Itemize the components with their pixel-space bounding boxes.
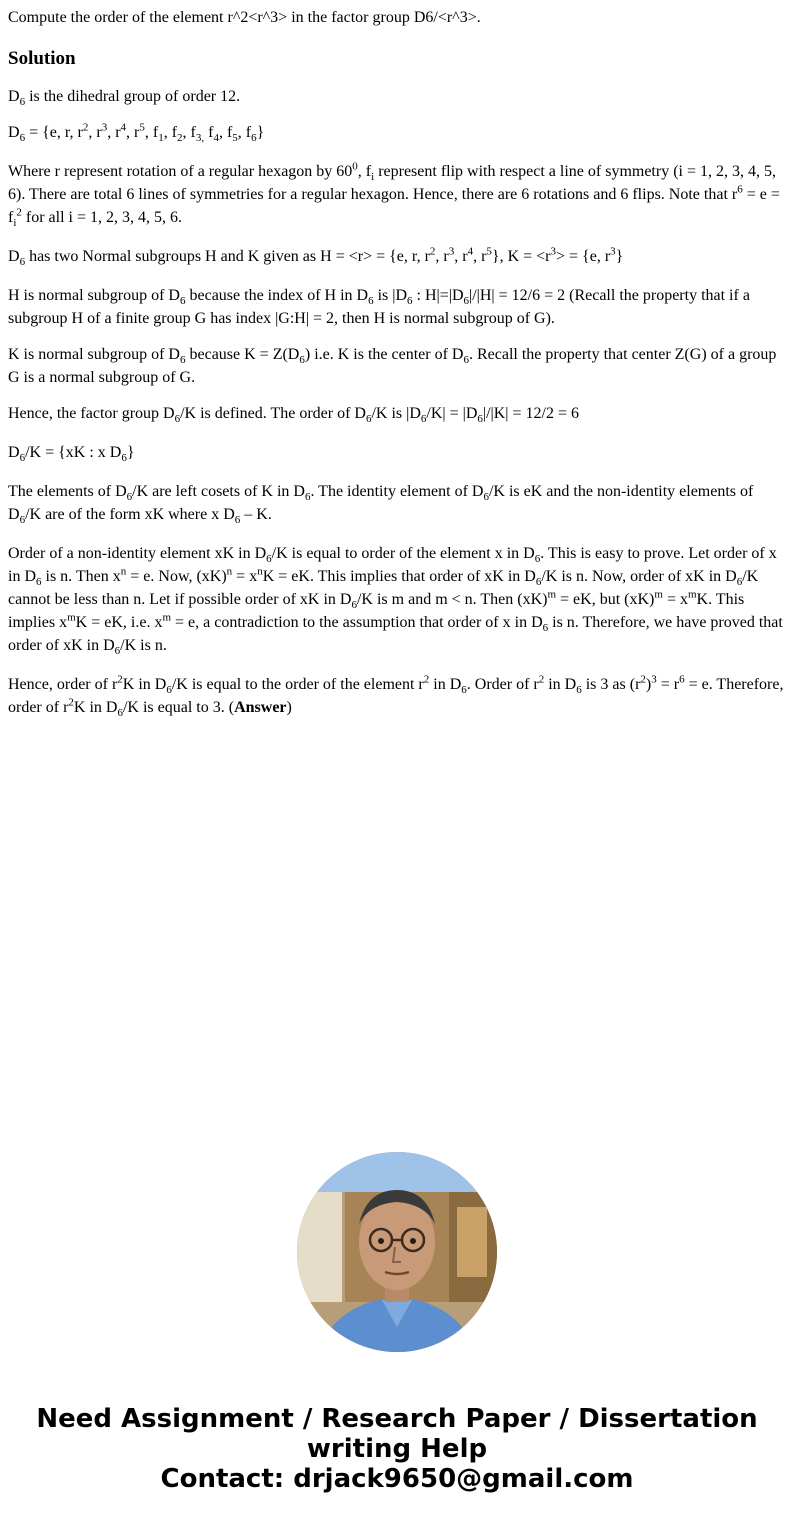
author-avatar bbox=[297, 1152, 497, 1352]
paragraph-proof: Order of a non-identity element xK in $D_6/K$ is equal to order of the element x in $D_6$. This is easy to prove. Let order of x in $D_6$ is n. Then $x^n = e$. Now, $(xK)^n = x^nK$ = eK. This implies that order of xK in $D_6/K$ is n. Now, order of xK in $D_6/K$ cannot be less than n. Let if possible order of xK in $D_6/K$ is m and m < n. Then (xK)$^m$ = eK, but $(xK)^m = x^mK$. This implies $x^mK$ = eK, i.e. $x^m = e$, a contradiction to the assumption that order of x in $D_6$ is n. Therefore, we have proved that order of xK in $D_6/K$ is n. bbox=[8, 545, 783, 658]
paragraph-cosets: The elements of $D_6/K$ are left cosets of K in $D_6$. The identity element of $D_6/K$ is eK and the non-identity elements of $D_6/K$ are of the form xK where x $D_6$ – K. bbox=[8, 483, 754, 527]
paragraph-k-normal: K is normal subgroup of $D_6$ because $K = Z(D_6)$ i.e. K is the center of $D_6$. Recall the property that center Z(G) of a group G is a normal subgroup of G. bbox=[8, 346, 777, 386]
paragraph-h-normal: H is normal subgroup of $D_6$ because the index of H in $D_6$ is $|D_6$ : $H|=|D_6|/|H| = 12/6 = 2$ (Recall the property that if a subgroup H of a finite group G has index |G:H| = 2, then H is normal subgroup of G). bbox=[8, 287, 750, 327]
solution-heading: Solution bbox=[8, 48, 76, 69]
paragraph-normal-subgroups: $D_6$ has two Normal subgroups H and K given as H = <r> = {e, r, $r^2$, $r^3$, $r^4$, $r^5$}, $K = <r^3> = \{e$, $r^3$} bbox=[8, 245, 624, 269]
footer-banner bbox=[0, 1404, 794, 1494]
solution-document bbox=[8, 6, 784, 732]
footer-line-1: Need Assignment / Research Paper / Dissertation bbox=[36, 1404, 758, 1434]
footer-line-2: writing Help bbox=[306, 1434, 488, 1464]
person-photo-icon bbox=[297, 1152, 497, 1352]
paragraph-factor-order: Hence, the factor group $D_6/K$ is defined. The order of $D_6/K$ is $|D_6/K| = |D_6|/|K| = 12/2 = 6$ bbox=[8, 405, 579, 426]
question-text: Compute the order of the element r^2<r^3> in the factor group D6/<r^3>. bbox=[8, 9, 481, 26]
paragraph-rotations: Where r represent rotation of a regular hexagon by $60^0$, $f_i$ represent flip with respect a line of symmetry (i = 1, 2, 3, 4, 5, 6). There are total 6 lines of symmetries for a regular hexagon. Hence, there are 6 rotations and 6 flips. Note that $r^6 = e = f_i^2$ for all i = 1, 2, 3, 4, 5, 6. bbox=[8, 160, 780, 230]
footer-contact: Contact: drjack9650@gmail.com bbox=[160, 1464, 634, 1494]
paragraph-definition: $D_6$ is the dihedral group of order 12. bbox=[8, 88, 241, 109]
paragraph-answer: Hence, order of $r^2K$ in $D_6/K$ is equal to the order of the element $r^2$ in $D_6$. Order of $r^2$ in $D_6$ is 3 as $(r^2)^3 = r^6 = e$. Therefore, order of $r^2K$ in $D_6/K$ is equal to 3. (Answer) bbox=[8, 673, 784, 720]
paragraph-elements: $D_6 = \{e$, r, $r^2$, $r^3$, $r^4$, $r^5$, $f_1$, $f_2$, $f_{3,}$ $f_4$, $f_5$, $f_6$} bbox=[8, 121, 265, 145]
paragraph-factor-set: $D_6/K = \{xK$ : x $D_6$} bbox=[8, 444, 135, 465]
